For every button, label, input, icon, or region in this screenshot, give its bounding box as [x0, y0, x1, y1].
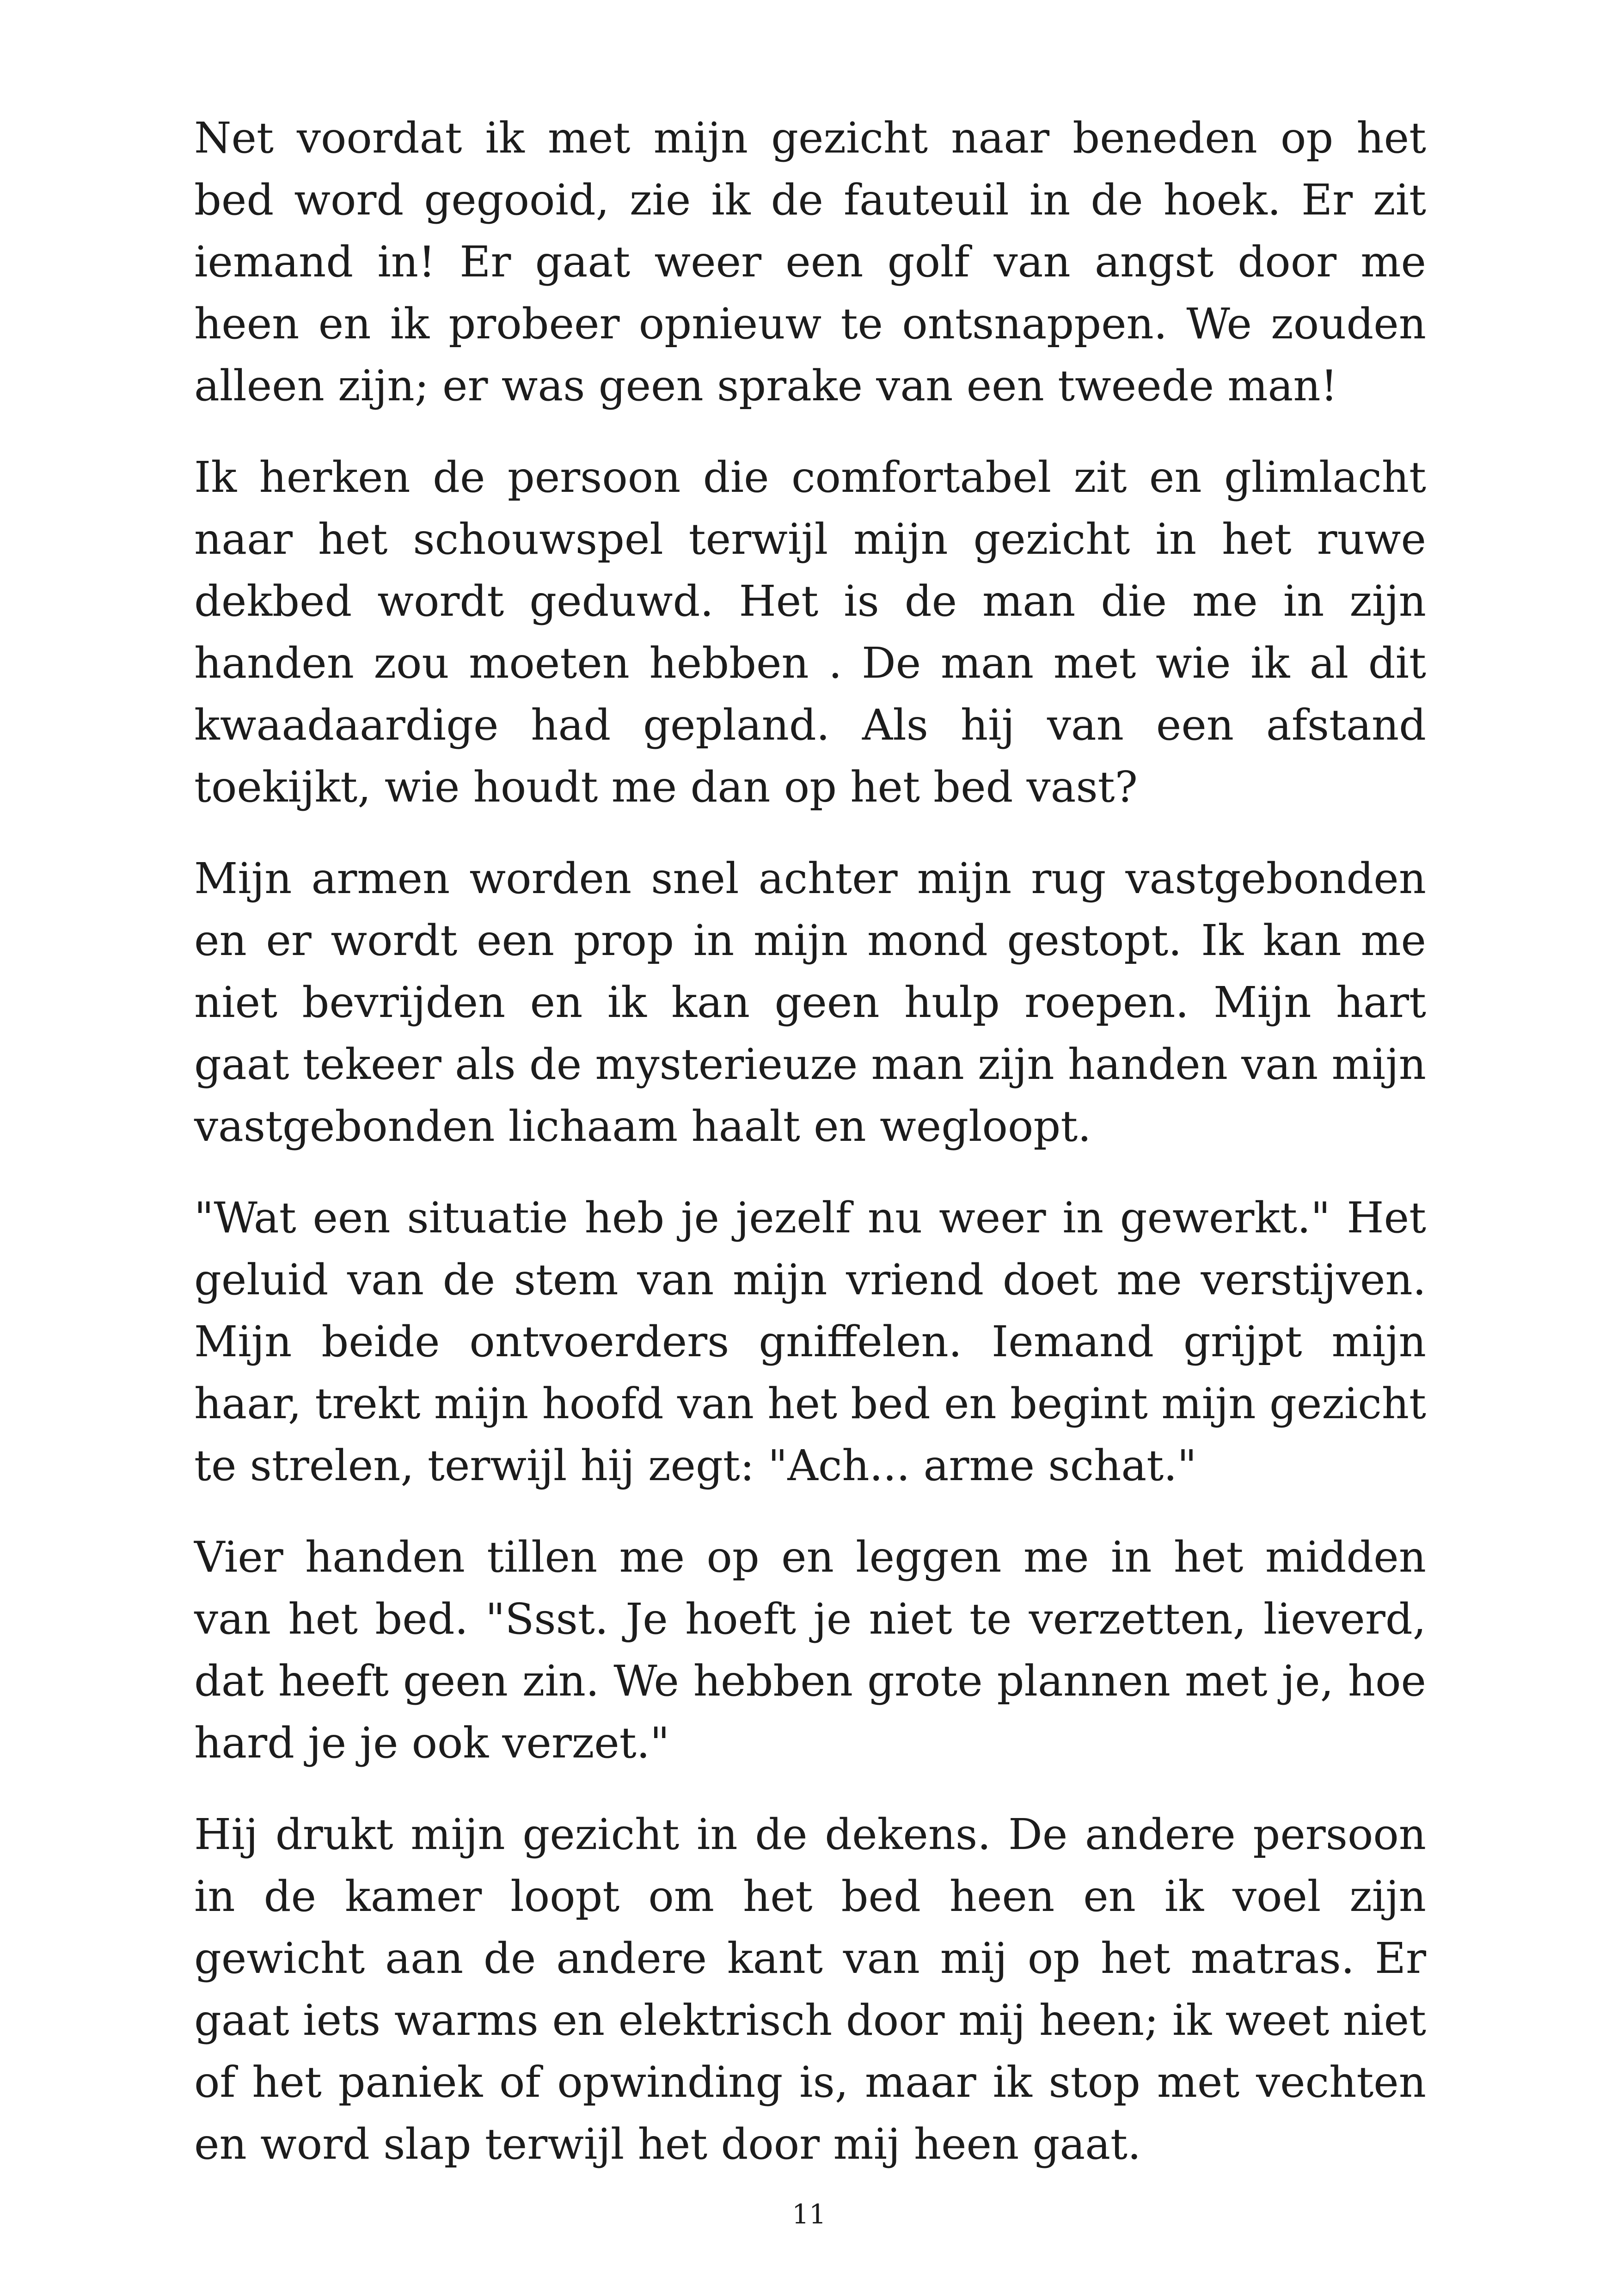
page-number: 11 [792, 2198, 826, 2230]
paragraph-1: Net voordat ik met mijn gezicht naar beneden op het bed word gegooid, zie ik de fauteuil in de hoek. Er zit iemand in! Er gaat weer een golf van angst door me heen en ik probeer opnieuw te ontsnappen. We zouden alleen zijn; er was geen sprake van een tweede man! [194, 113, 1426, 410]
paragraph-4: "Wat een situatie heb je jezelf nu weer in gewerkt." Het geluid van de stem van mijn vriend doet me verstijven. Mijn beide ontvoerders gniffelen. Iemand grijpt mijn haar, trekt mijn hoofd van het bed en begint mijn gezicht te strelen, terwijl hij zegt: "Ach... arme schat." [194, 1193, 1426, 1490]
paragraph-6: Hij drukt mijn gezicht in de dekens. De andere persoon in de kamer loopt om het bed heen en ik voel zijn gewicht aan de andere kant van mij op het matras. Er gaat iets warms en elektrisch door mij heen; ik weet niet of het paniek of opwinding is, maar ik stop met vechten en word slap terwijl het door mij heen gaat. [194, 1810, 1426, 2169]
paragraph-2: Ik herken de persoon die comfortabel zit en glimlacht naar het schouwspel terwijl mijn gezicht in het ruwe dekbed wordt geduwd. Het is de man die me in zijn handen zou moeten hebben . De man met wie ik al dit kwaadaardige had gepland. Als hij van een afstand toekijkt, wie houdt me dan op het bed vast? [194, 453, 1426, 812]
paragraph-5: Vier handen tillen me op en leggen me in het midden van het bed. "Ssst. Je hoeft je niet te verzetten, lieverd, dat heeft geen zin. We hebben grote plannen met je, hoe hard je je ook verzet." [194, 1532, 1426, 1768]
paragraph-3: Mijn armen worden snel achter mijn rug vastgebonden en er wordt een prop in mijn mond gestopt. Ik kan me niet bevrijden en ik kan geen hulp roepen. Mijn hart gaat tekeer als de mysterieuze man zijn handen van mijn vastgebonden lichaam haalt en wegloopt. [194, 854, 1426, 1151]
body-text [194, 107, 1426, 2205]
